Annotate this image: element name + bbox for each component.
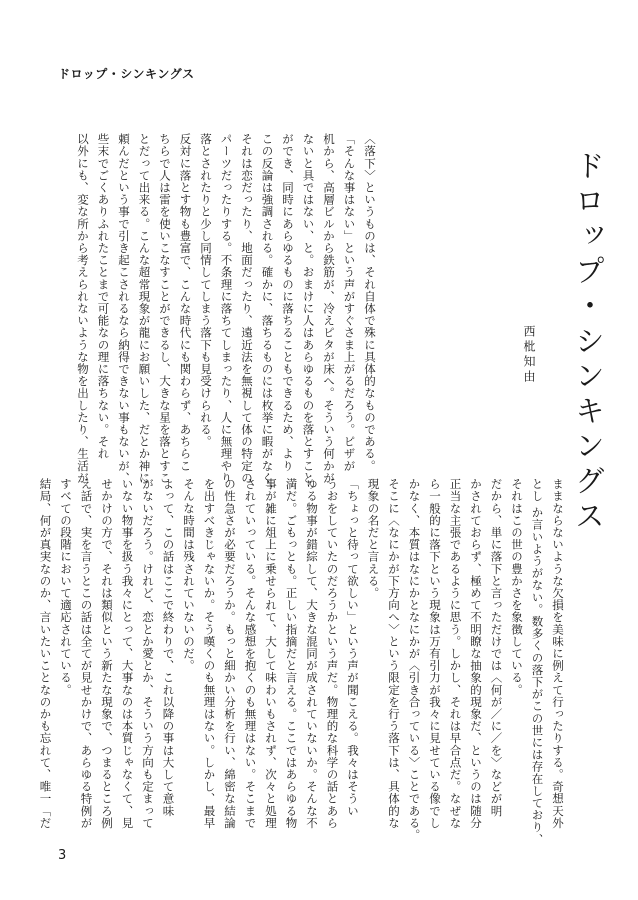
text-line: 落とされたりと少し同情してしまう落下も見受けられる。 [199,133,213,448]
text-line: 以外にも、変な所から考えられないような物を出したり、生活が [76,133,90,484]
text-line: そこに〈なにかが下方向へ〉という限定を行う落下は、具体的な [387,478,401,829]
text-line: ら一般的に落下という現象は万有引力が我々に見せている像でし [428,478,442,829]
page-number: 3 [58,848,67,863]
text-line: ゆる物事が錯綜して、大きな混同が成されていないか。そんな不 [305,478,319,829]
text-line: 机から、高層ビルから鉄筋が、冷えピタが床へ。そういう何かが [322,133,336,484]
text-line: ができ、同時にあらゆるものに落ちることもできるため、より [281,133,295,472]
text-line: とし か言いようがない。数多くの落下がこの世には存在しており、 [530,478,545,846]
running-header: ドロップ・シンキングス [58,67,195,81]
text-line: 事が雑に俎上に乗せられて、大して味わいもされず、次々と処理 [264,478,278,829]
text-line: すべての段階において適応されている。 [59,478,73,696]
text-line: を出すべきじゃないか。そう嘆くのも無理はない。しかし、最早 [202,478,217,829]
text-line: それは恋だったり、地面だったり、遠近法を無視して体の特定の [240,133,254,484]
text-line: だから、単に落下と言っただけでは〈何が／に／を〉などが明 [489,478,504,817]
text-line: せかけの方で、それは類似という新たな現象で、つまるところ例 [100,478,114,829]
story-title: ドロップ・シンキングス [569,150,604,535]
text-line: 正当な主張であるように思う。しかし、それは早合点だ。なぜな [448,478,463,829]
text-line: 〈落下〉というものは、それ自体で殊に具体的なものである。 [363,133,377,472]
text-line: ないと具ではない、と。おまけに人はあらゆるものを落とすこと [301,133,316,484]
text-line: ままならないような欠損を美味に例えて行ったりする。奇想天外 [551,478,565,829]
text-line: 結局、何が真実なのか、言いたいことなのかも忘れて、唯一「だ [38,478,53,829]
text-line: 些末でごくありふれたことまで可能なの理に落ちない。それ [96,133,111,460]
body-text-upper [73,133,381,496]
text-line: え話で、実を言うとこの話は全てが見せかけで、あらゆる特例が [79,478,94,829]
text-line: いない物事を扱う我々にとって、大事なのは本質じゃなくて、見 [120,478,135,829]
text-line: パーツだったりする。不条理に落ちてしまったり、人に無理やり [219,133,234,484]
text-line: の性急さが必要だろうか。もっと細かい分析を行い、綿密な結論 [223,478,237,829]
body-text-lower [35,478,568,846]
text-line: がないだろう。けれど、恋とか愛とか、そういう方向も定まって [141,478,155,829]
text-line: うおをしていたのだろうかという声だ。物理的な科学の話とあら [325,478,340,829]
author-name: 西枇知由 [522,325,536,385]
text-line: この反論は強調される。確かに、落ちるものには枚挙に暇がなく、 [260,133,275,496]
text-line: そんな時間は残されていないのだ。 [182,478,196,672]
text-line: ちらで人は雷を使いこなすことができるし、大きな星を落とすこ [158,133,172,484]
text-line: よって、この話はここで終わりで、これ以降の事は大して意味 [161,478,176,817]
text-line: 「ちょっと待って欲しい」という声が聞こえる。我々はそうい [346,478,360,817]
text-line: かなく、本質はなにかとなにかが〈引き合っている〉ことである。 [407,478,422,841]
text-line: 現象の名だと言える。 [366,478,381,599]
text-line: 満だ。ごもっとも。正しい指摘だと言える。ここではあらゆる物 [284,478,299,829]
text-line: それはこの世の豊かさを象徴している。 [510,478,524,696]
text-line: されていっている。そんな感想を抱くのも無理はない。そこまで [243,478,258,829]
text-line: 頼んだという事で引き起こされるなら納得できない事もないが、 [117,133,131,484]
text-line: かされておらず、極めて不明瞭な抽象的現象だ、というのは随分 [469,478,483,829]
text-line: 「そんな事はない」という声がすぐさま上がるだろう。ピザが [342,133,357,472]
text-line: 反対に落とす物も豊富で、こんな時代にも関わらず、あちらこ [178,133,193,472]
text-line: とだって出来る。こんな超常現象が龍にお願いした、だとか神に [137,133,152,484]
